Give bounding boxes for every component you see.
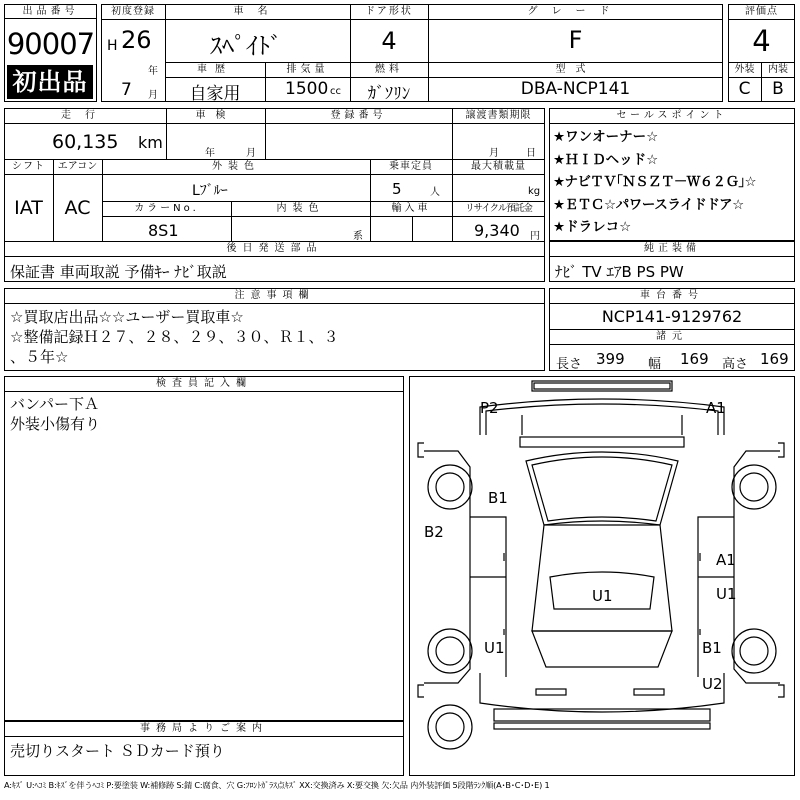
import-label: 輸入車 — [391, 203, 431, 214]
equipment: ﾅﾋﾞ TV ｴｱB PS PW — [555, 263, 684, 281]
equipment-label: 純正装備 — [644, 243, 700, 254]
notes-list — [10, 307, 338, 367]
length: 399 — [596, 350, 625, 368]
car-diagram-drawing — [410, 377, 794, 775]
mark-p2: P2 — [480, 399, 499, 417]
mark-u2-right: U2 — [702, 675, 723, 693]
width: 169 — [680, 350, 709, 368]
lot-number: 90007 — [6, 27, 95, 61]
grade-label: グレード — [527, 6, 624, 17]
car-diagram — [409, 376, 795, 776]
car-name-label: 車名 — [233, 6, 282, 17]
doors: 4 — [381, 27, 397, 55]
history: 自家用 — [189, 84, 241, 104]
mark-b2-left: B2 — [424, 523, 444, 541]
displacement-label: 排気量 — [286, 64, 329, 75]
note-line: ☆整備記録Ｈ２７、２８、２９、３０、Ｒ１、３ — [10, 328, 339, 346]
recycle-label: リサイクル預託金 — [465, 203, 532, 214]
seats-unit: 人 — [430, 187, 440, 198]
mark-u1-right: U1 — [716, 585, 737, 603]
shift: IAT — [14, 197, 43, 219]
mark-a1-top: A1 — [706, 399, 726, 417]
mark-u1-left: U1 — [484, 639, 505, 657]
color-no: 8S1 — [148, 221, 179, 240]
int-label: 内装 — [768, 64, 788, 75]
later-parts: 保証書 車両取説 予備ｷｰ ﾅﾋﾞ取説 — [10, 263, 227, 281]
year-unit: 年 — [148, 66, 158, 77]
color: Lﾌﾞﾙｰ — [192, 183, 228, 199]
first-listing-badge: 初出品 — [7, 65, 93, 99]
load-unit: kg — [528, 186, 541, 197]
recycle: 9,340 — [474, 221, 520, 240]
shift-label: シフト — [12, 161, 45, 172]
interior-unit: 系 — [353, 231, 363, 242]
car-name: ｽﾍﾟｲﾄﾞ — [210, 32, 282, 60]
lot-number-label: 出品番号 — [5, 5, 96, 19]
model: DBA-NCP141 — [520, 79, 631, 99]
month-unit: 月 — [148, 90, 158, 101]
grade: F — [568, 26, 583, 54]
yen-unit: 円 — [530, 231, 540, 242]
length-label: 長さ — [556, 357, 583, 372]
note-line: 、５年☆ — [10, 348, 69, 366]
sales-point-item: ★ＨＩＤヘッド☆ — [553, 151, 659, 168]
interior-label: 内装色 — [276, 203, 325, 214]
inspector-line: バンパー下Ａ — [10, 395, 99, 413]
reg-year: 26 — [121, 26, 152, 54]
chassis-label: 車台番号 — [640, 290, 704, 301]
sales-points-label: セールスポイント — [616, 110, 728, 121]
color-no-label: カラーNo. — [134, 203, 199, 214]
width-label: 幅 — [648, 357, 662, 372]
seats: 5 — [392, 180, 402, 198]
height-label: 高さ — [722, 357, 749, 372]
inspection-month-unit: 月 — [246, 148, 256, 159]
seats-label: 乗車定員 — [389, 161, 433, 172]
mark-b1-right: B1 — [702, 639, 722, 657]
lot-number-block — [4, 4, 97, 102]
transfer-label: 譲渡書類期限 — [465, 110, 532, 121]
score: 4 — [752, 24, 771, 58]
cc-unit: cc — [330, 86, 341, 97]
history-label: 車歴 — [197, 64, 233, 75]
inspection-year-unit: 年 — [205, 148, 215, 159]
score-label: 評価点 — [745, 6, 778, 17]
inspector-label: 検査員記入欄 — [156, 378, 252, 389]
aircon-label: エアコン — [57, 161, 98, 172]
int-grade: B — [772, 79, 784, 99]
fuel: ｶﾞｿﾘﾝ — [367, 84, 411, 104]
ext-label: 外装 — [734, 64, 755, 75]
model-label: 型式 — [555, 64, 596, 75]
reg-month: 7 — [121, 80, 132, 100]
plate-label: 登録番号 — [330, 110, 387, 121]
mileage-label: 走行 — [61, 110, 109, 121]
mark-b1-left: B1 — [488, 489, 508, 507]
inspector-line: 外装小傷有り — [10, 415, 101, 433]
height: 169 — [760, 350, 789, 368]
sales-point-item: ★ＥＴＣ☆パワースライドドア☆ — [553, 196, 744, 213]
sales-point-item: ★ワンオーナー☆ — [553, 129, 659, 145]
notes-label: 注意事項欄 — [234, 290, 315, 301]
note-line: ☆買取店出品☆☆ユーザー買取車☆ — [10, 308, 244, 326]
chassis-number: NCP141-9129762 — [601, 307, 743, 326]
sales-point-item: ★ナビＴＶ｢ＮＳＺＴ－Ｗ６２Ｇ｣☆ — [553, 174, 757, 190]
km-unit: km — [138, 133, 163, 152]
dims-label: 諸元 — [656, 331, 688, 342]
transfer-month-unit: 月 — [489, 148, 499, 159]
displacement: 1500 — [285, 79, 329, 99]
inspection-label: 車検 — [195, 110, 236, 121]
later-parts-label: 後日発送部品 — [226, 243, 323, 254]
load-label: 最大積載量 — [471, 161, 526, 172]
reg-label: 初度登録 — [111, 6, 155, 17]
door-label: ドア形状 — [365, 6, 413, 17]
mileage: 60,135 — [52, 131, 119, 153]
sales-point-item: ★ドラレコ☆ — [553, 219, 632, 235]
legend: A:ｷｽﾞ U:ﾍｺﾐ B:ｷｽﾞを伴うﾍｺﾐ P:要塗装 W:補修跡 S:錆 C:腐食、穴 G:ﾌﾛﾝﾄｶﾞﾗｽ点ｷｽﾞ XX:交換済み X:要交換 欠:欠品 内外装評価 5段階ﾗﾝｸ順(A･B･C･D･E) 1 — [4, 780, 550, 790]
ext-grade: C — [738, 79, 751, 99]
aircon: AC — [64, 197, 91, 219]
mark-u1-center: U1 — [592, 587, 613, 605]
mark-a1-right: A1 — [716, 551, 736, 569]
transfer-day-unit: 日 — [526, 148, 536, 159]
fuel-label: 燃料 — [375, 64, 403, 75]
color-label: 外装色 — [212, 161, 260, 172]
sales-points-list — [553, 126, 795, 239]
inspector-notes — [10, 394, 100, 434]
office-label: 事務局よりご案内 — [140, 723, 268, 734]
era: H — [107, 38, 118, 54]
office-note: 売切りスタート ＳＤカード預り — [10, 742, 225, 760]
